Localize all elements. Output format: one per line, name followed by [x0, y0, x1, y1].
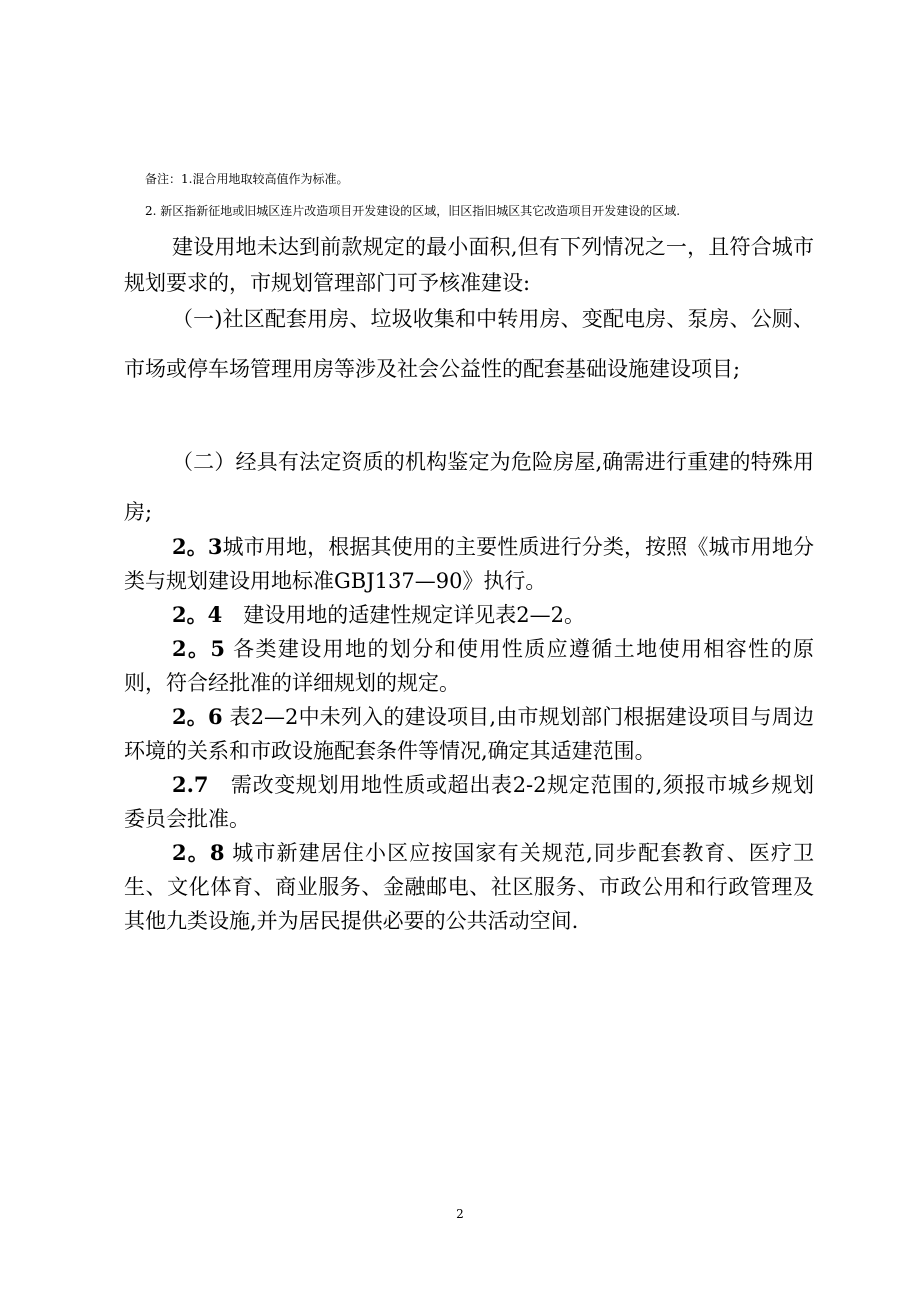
section-2-5 [124, 632, 814, 700]
section-2-7 [124, 768, 814, 836]
section-text: 需改变规划用地性质或超出表2-2规定范围的,须报市城乡规划委员会批准。 [124, 773, 814, 831]
sections-block [124, 530, 814, 938]
section-text: 城市新建居住小区应按国家有关规范,同步配套教育、医疗卫生、文化体育、商业服务、金融邮电、社区服务、市政公用和行政管理及其他九类设施,并为居民提供必要的公共活动空间. [124, 841, 814, 933]
list-item-1: （一)社区配套用房、垃圾收集和中转用房、变配电房、泵房、公厕、市场或停车场管理用房等涉及社会公益性的配套基础设施建设项目; [124, 307, 814, 381]
section-text: 建设用地的适建性规定详见表2—2。 [222, 603, 585, 627]
footnote-2: 2. 新区指新征地或旧城区连片改造项目开发建设的区域，旧区指旧城区其它改造项目开发建设的区域. [145, 204, 681, 218]
section-2-4 [124, 598, 814, 632]
section-number: 2。3 [172, 534, 223, 559]
intro-paragraph: 建设用地未达到前款规定的最小面积,但有下列情况之一，且符合城市规划要求的，市规划管理部门可予核准建设: [124, 235, 814, 295]
section-2-3 [124, 530, 814, 598]
section-text: 城市用地，根据其使用的主要性质进行分类，按照《城市用地分类与规划建设用地标准GBJ137—90》执行。 [124, 535, 814, 593]
section-number: 2。8 [172, 840, 225, 865]
section-number: 2.7 [172, 772, 209, 797]
section-2-8 [124, 836, 814, 938]
section-number: 2。5 [172, 636, 226, 661]
section-text: 表2—2中未列入的建设项目,由市规划部门根据建设项目与周边环境的关系和市政设施配套条件等情况,确定其适建范围。 [124, 705, 814, 763]
section-number: 2。6 [172, 704, 223, 729]
footnote-1: 备注：1.混合用地取较高值作为标准。 [145, 172, 349, 186]
list-item-2: （二）经具有法定资质的机构鉴定为危险房屋,确需进行重建的特殊用房; [124, 450, 814, 524]
section-2-6 [124, 700, 814, 768]
page-number: 2 [456, 1207, 464, 1221]
section-number: 2。4 [172, 602, 223, 627]
section-text: 各类建设用地的划分和使用性质应遵循土地使用相容性的原则，符合经批准的详细规划的规定。 [124, 637, 814, 695]
